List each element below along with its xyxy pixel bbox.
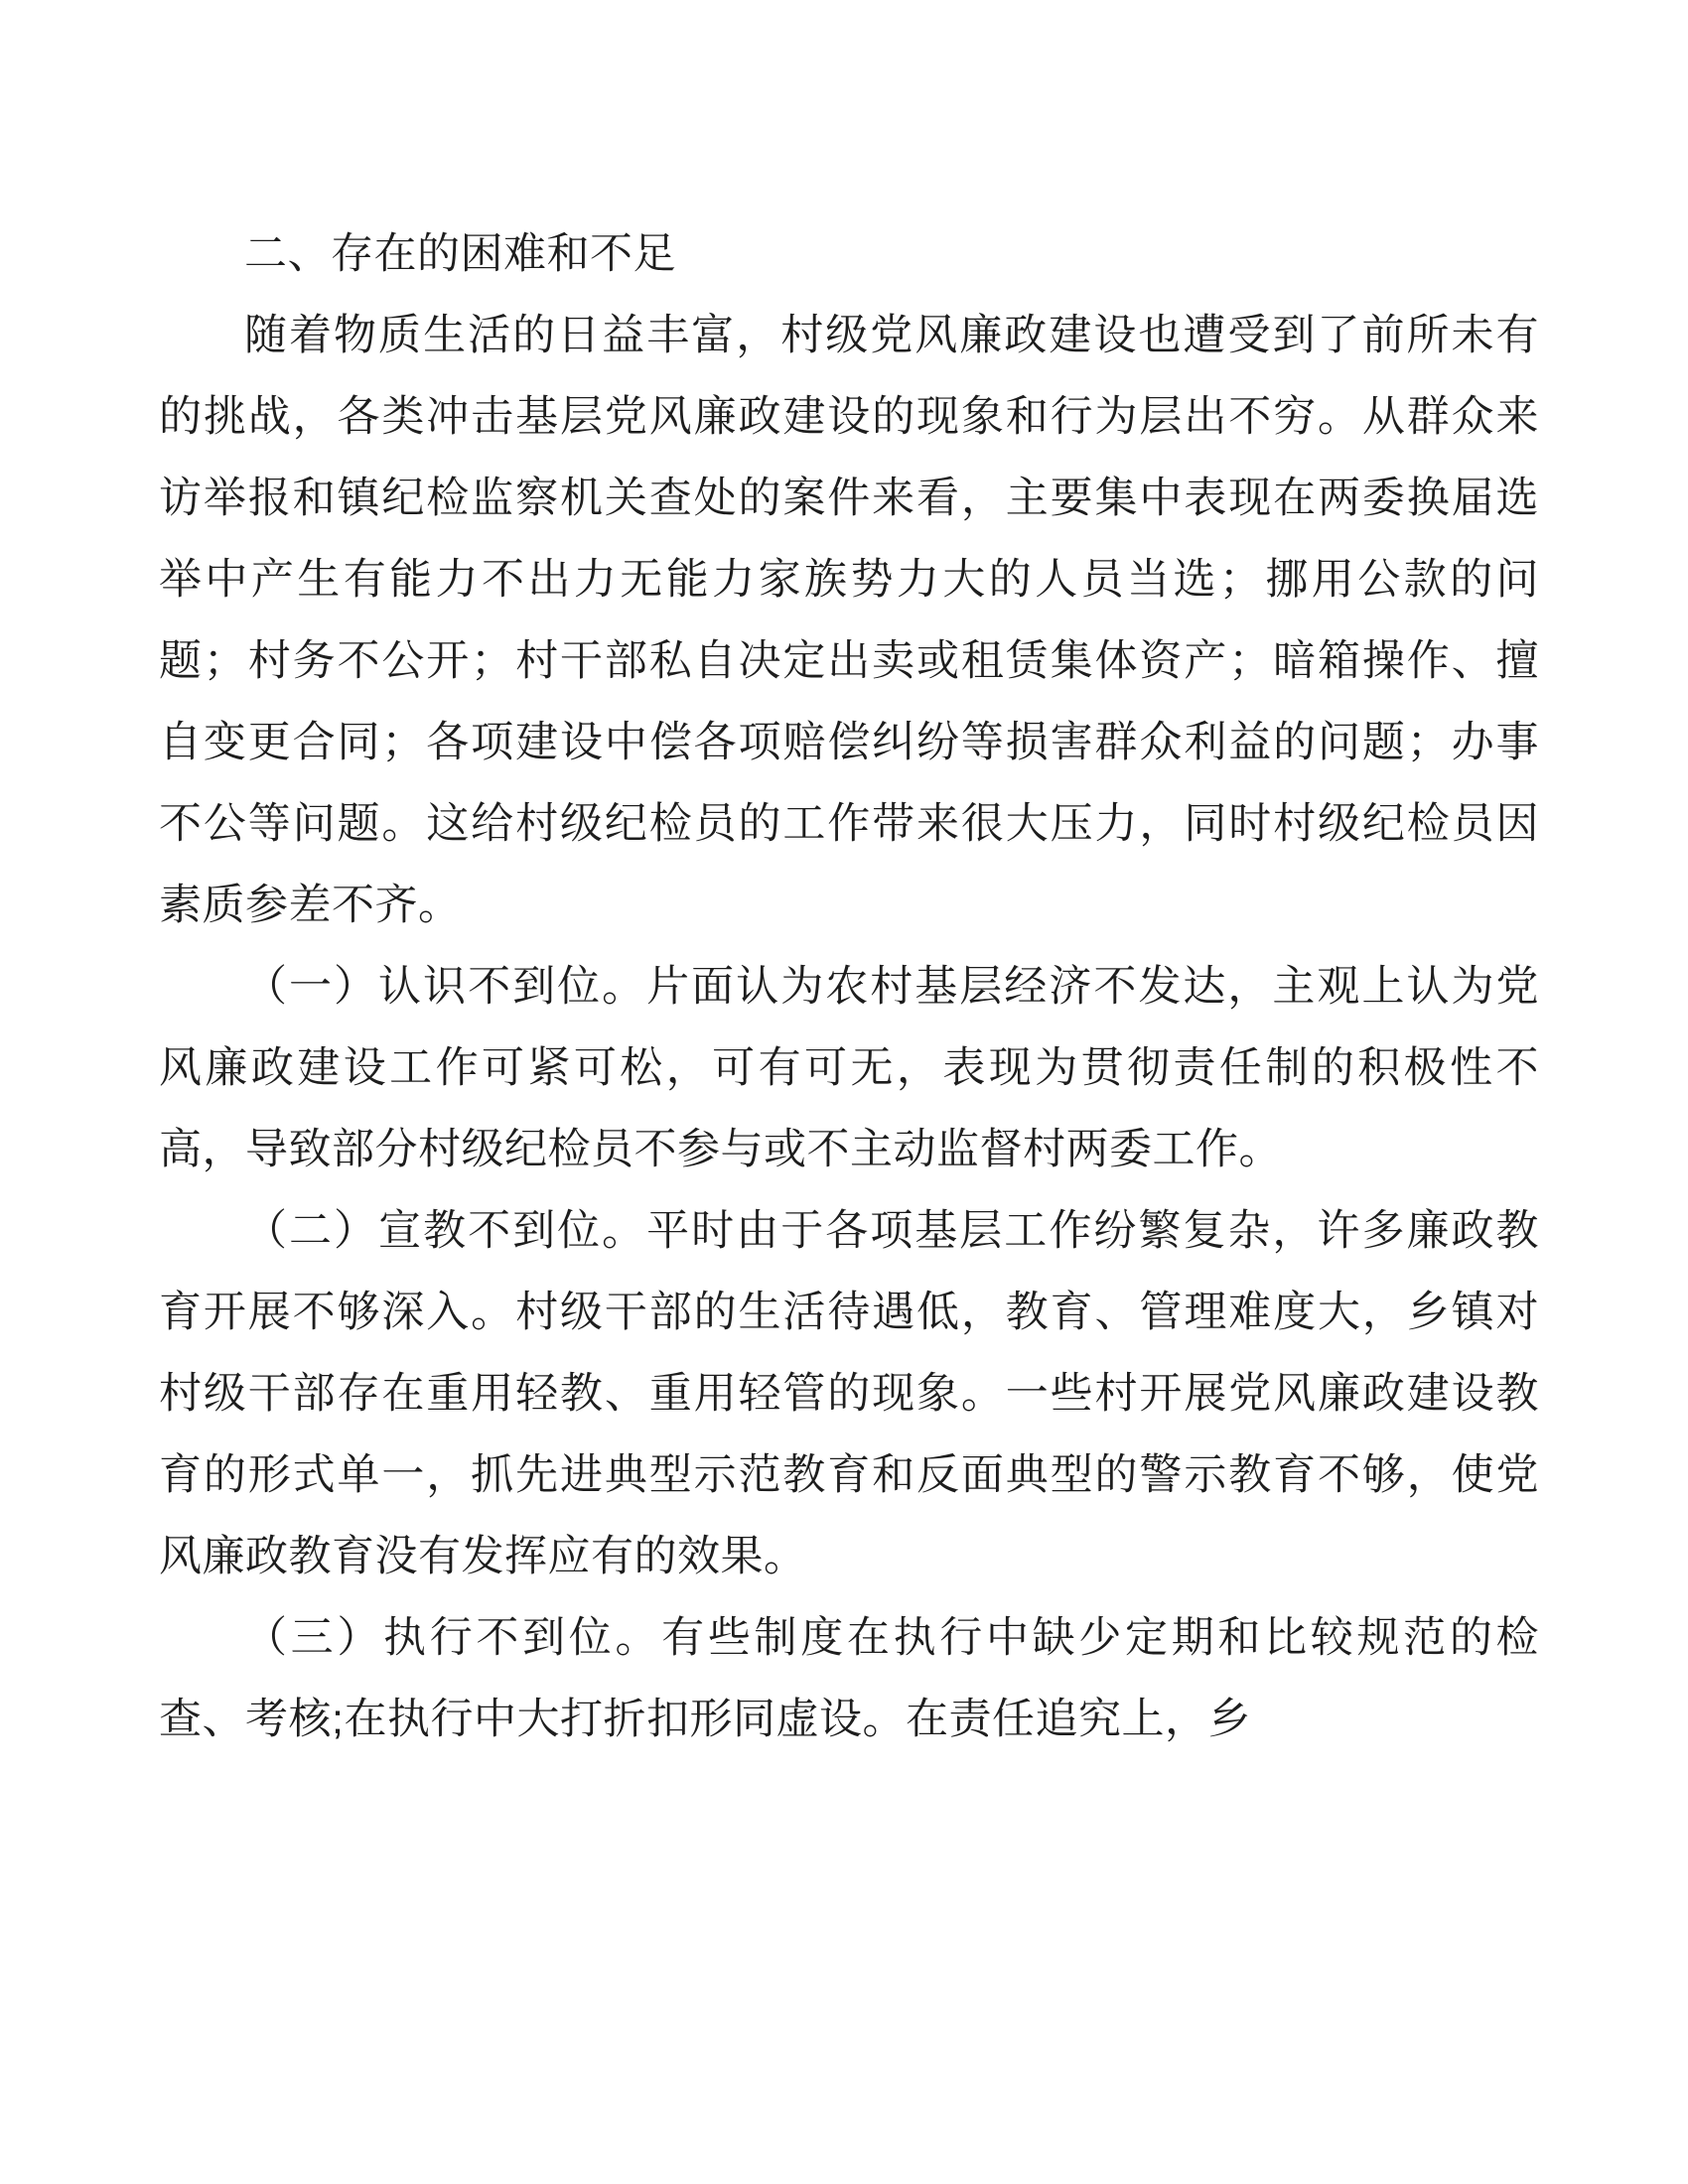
paragraph-point-1: （一）认识不到位。片面认为农村基层经济不发达，主观上认为党风廉政建设工作可紧可松，可有可无，表现为贯彻责任制的积极性不高，导致部分村级纪检员不参与或不主动监督村两委工作。 [159, 963, 1539, 1173]
document-body [159, 213, 1539, 1760]
section-heading: 二、存在的困难和不足 [244, 230, 676, 278]
paragraph-point-2: （二）宣教不到位。平时由于各项基层工作纷繁复杂，许多廉政教育开展不够深入。村级干部的生活待遇低，教育、管理难度大，乡镇对村级干部存在重用轻教、重用轻管的现象。一些村开展党风廉政建设教育的形式单一，抓先进典型示范教育和反面典型的警示教育不够，使党风廉政教育没有发挥应有的效果。 [159, 1207, 1539, 1580]
paragraph-point-3: （三）执行不到位。有些制度在执行中缺少定期和比较规范的检查、考核;在执行中大打折扣形同虚设。在责任追究上，乡 [159, 1614, 1539, 1743]
paragraph-intro: 随着物质生活的日益丰富，村级党风廉政建设也遭受到了前所未有的挑战，各类冲击基层党风廉政建设的现象和行为层出不穷。从群众来访举报和镇纪检监察机关查处的案件来看，主要集中表现在两委换届选举中产生有能力不出力无能力家族势力大的人员当选；挪用公款的问题；村务不公开；村干部私自决定出卖或租赁集体资产；暗箱操作、擅自变更合同；各项建设中偿各项赔偿纠纷等损害群众利益的问题；办事不公等问题。这给村级纪检员的工作带来很大压力，同时村级纪检员因素质参差不齐。 [159, 312, 1539, 929]
